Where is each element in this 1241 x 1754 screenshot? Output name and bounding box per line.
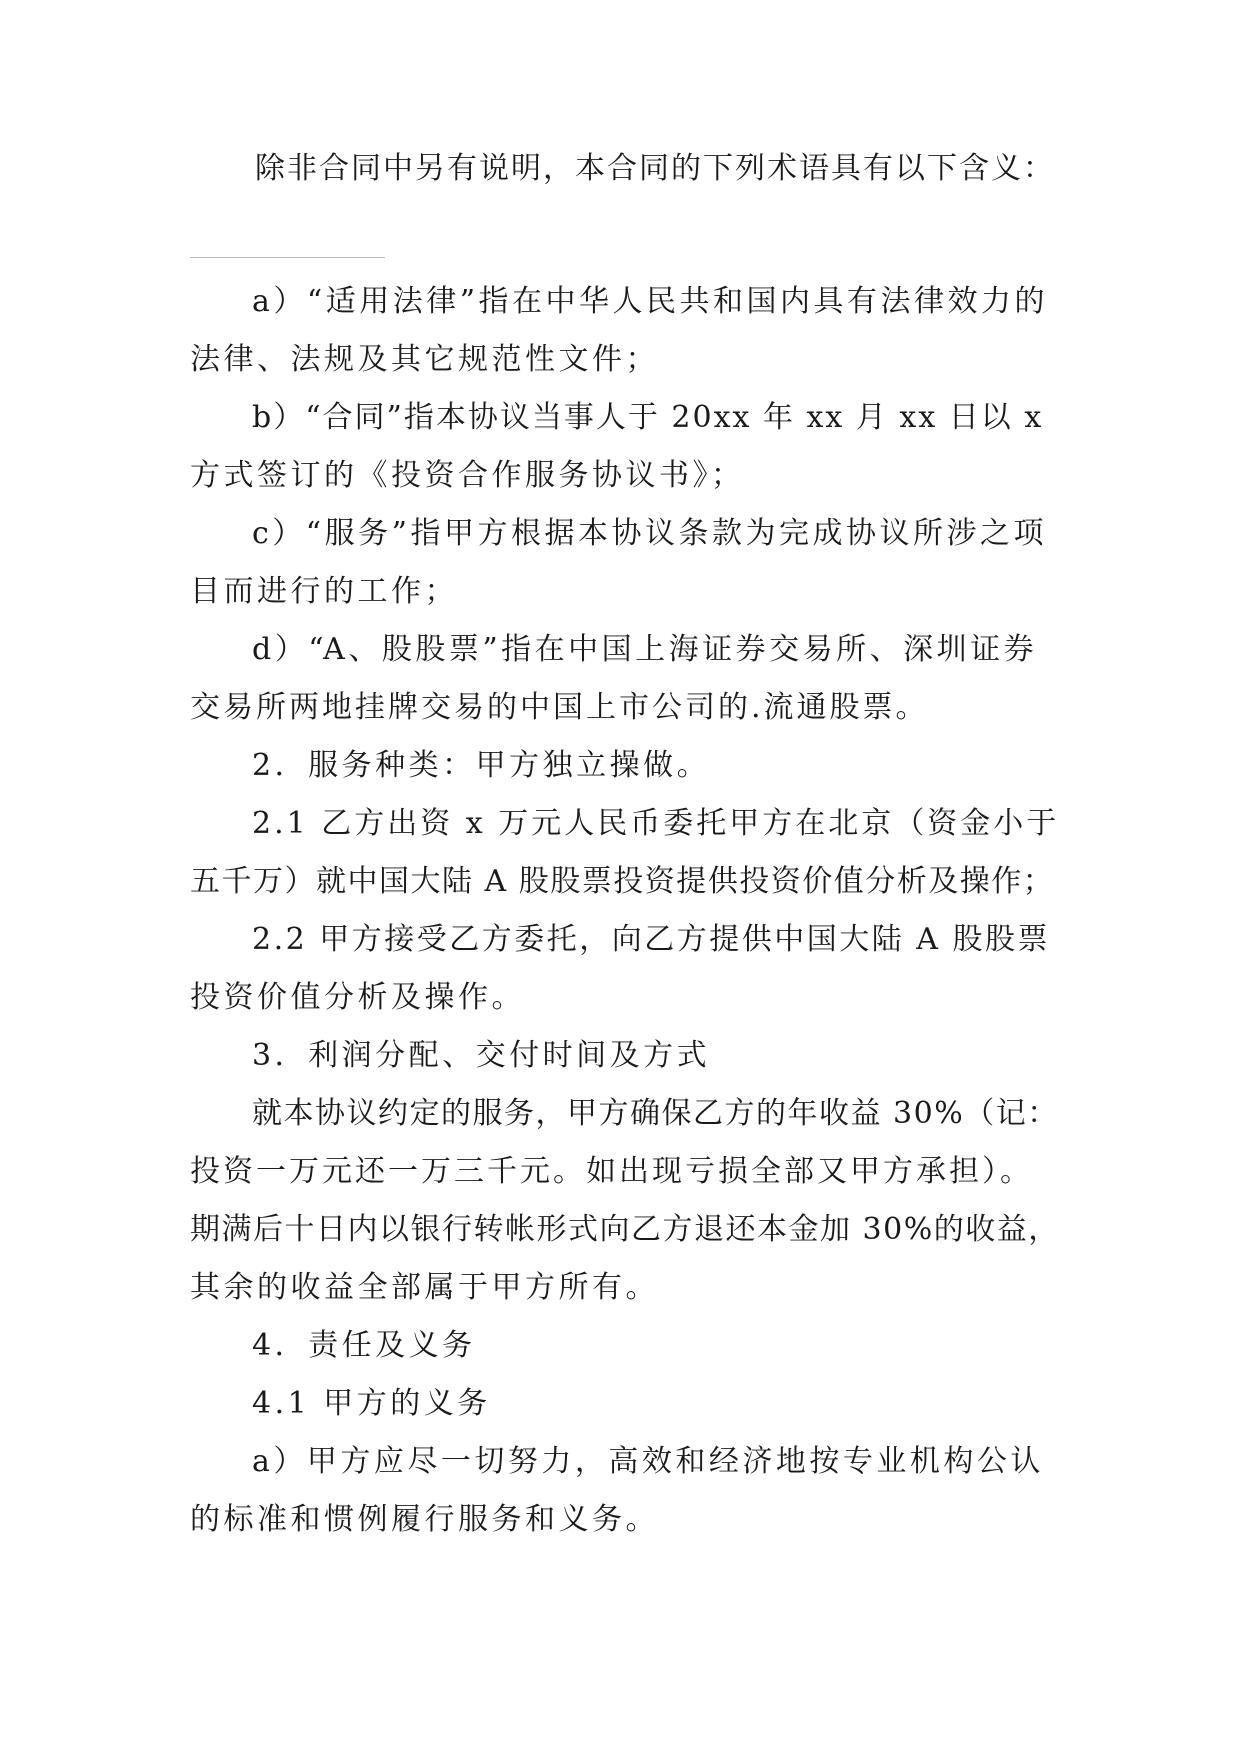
duty-a-line-2: 的标准和惯例履行服务和义务。 bbox=[190, 1502, 659, 1537]
term-c-line-1: c）“服务”指甲方根据本协议条款为完成协议所涉之项 bbox=[252, 516, 1047, 551]
clause-4-1-heading: 4.1 甲方的义务 bbox=[252, 1386, 491, 1421]
term-a-line-1: a）“适用法律”指在中华人民共和国内具有法律效力的 bbox=[252, 284, 1049, 319]
section-4-heading: 4．责任及义务 bbox=[252, 1328, 476, 1363]
term-a-line-2: 法律、法规及其它规范性文件； bbox=[190, 342, 659, 377]
section-2-heading: 2．服务种类：甲方独立操做。 bbox=[252, 748, 711, 783]
profit-line-4: 其余的收益全部属于甲方所有。 bbox=[190, 1270, 659, 1305]
term-b-line-1: b）“合同”指本协议当事人于 20xx 年 xx 月 xx 日以 x bbox=[252, 400, 1044, 435]
term-d-line-1: d）“A、股股票”指在中国上海证券交易所、深圳证券 bbox=[252, 632, 1038, 667]
clause-2-1-line-2: 五千万）就中国大陆 A 股股票投资提供投资价值分析及操作； bbox=[190, 864, 1055, 899]
clause-2-2-line-1: 2.2 甲方接受乙方委托，向乙方提供中国大陆 A 股股票 bbox=[252, 922, 1050, 957]
term-d-line-2: 交易所两地挂牌交易的中国上市公司的.流通股票。 bbox=[190, 690, 929, 725]
term-b-line-2: 方式签订的《投资合作服务协议书》； bbox=[190, 458, 745, 493]
profit-line-3: 期满后十日内以银行转帐形式向乙方退还本金加 30%的收益， bbox=[190, 1212, 1060, 1247]
duty-a-line-1: a）甲方应尽一切努力，高效和经济地按专业机构公认 bbox=[252, 1444, 1044, 1479]
profit-line-2: 投资一万元还一万三千元。如出现亏损全部又甲方承担）。 bbox=[190, 1154, 1033, 1189]
term-c-line-2: 目而进行的工作； bbox=[190, 574, 458, 609]
clause-2-1-line-1: 2.1 乙方出资 x 万元人民币委托甲方在北京（资金小于 bbox=[252, 806, 1060, 841]
divider-line bbox=[190, 257, 385, 258]
section-3-heading: 3．利润分配、交付时间及方式 bbox=[252, 1038, 711, 1073]
intro-paragraph: 除非合同中另有说明，本合同的下列术语具有以下含义： bbox=[255, 151, 1055, 186]
clause-2-2-line-2: 投资价值分析及操作。 bbox=[190, 980, 525, 1015]
profit-line-1: 就本协议约定的服务，甲方确保乙方的年收益 30%（记： bbox=[252, 1096, 1059, 1131]
